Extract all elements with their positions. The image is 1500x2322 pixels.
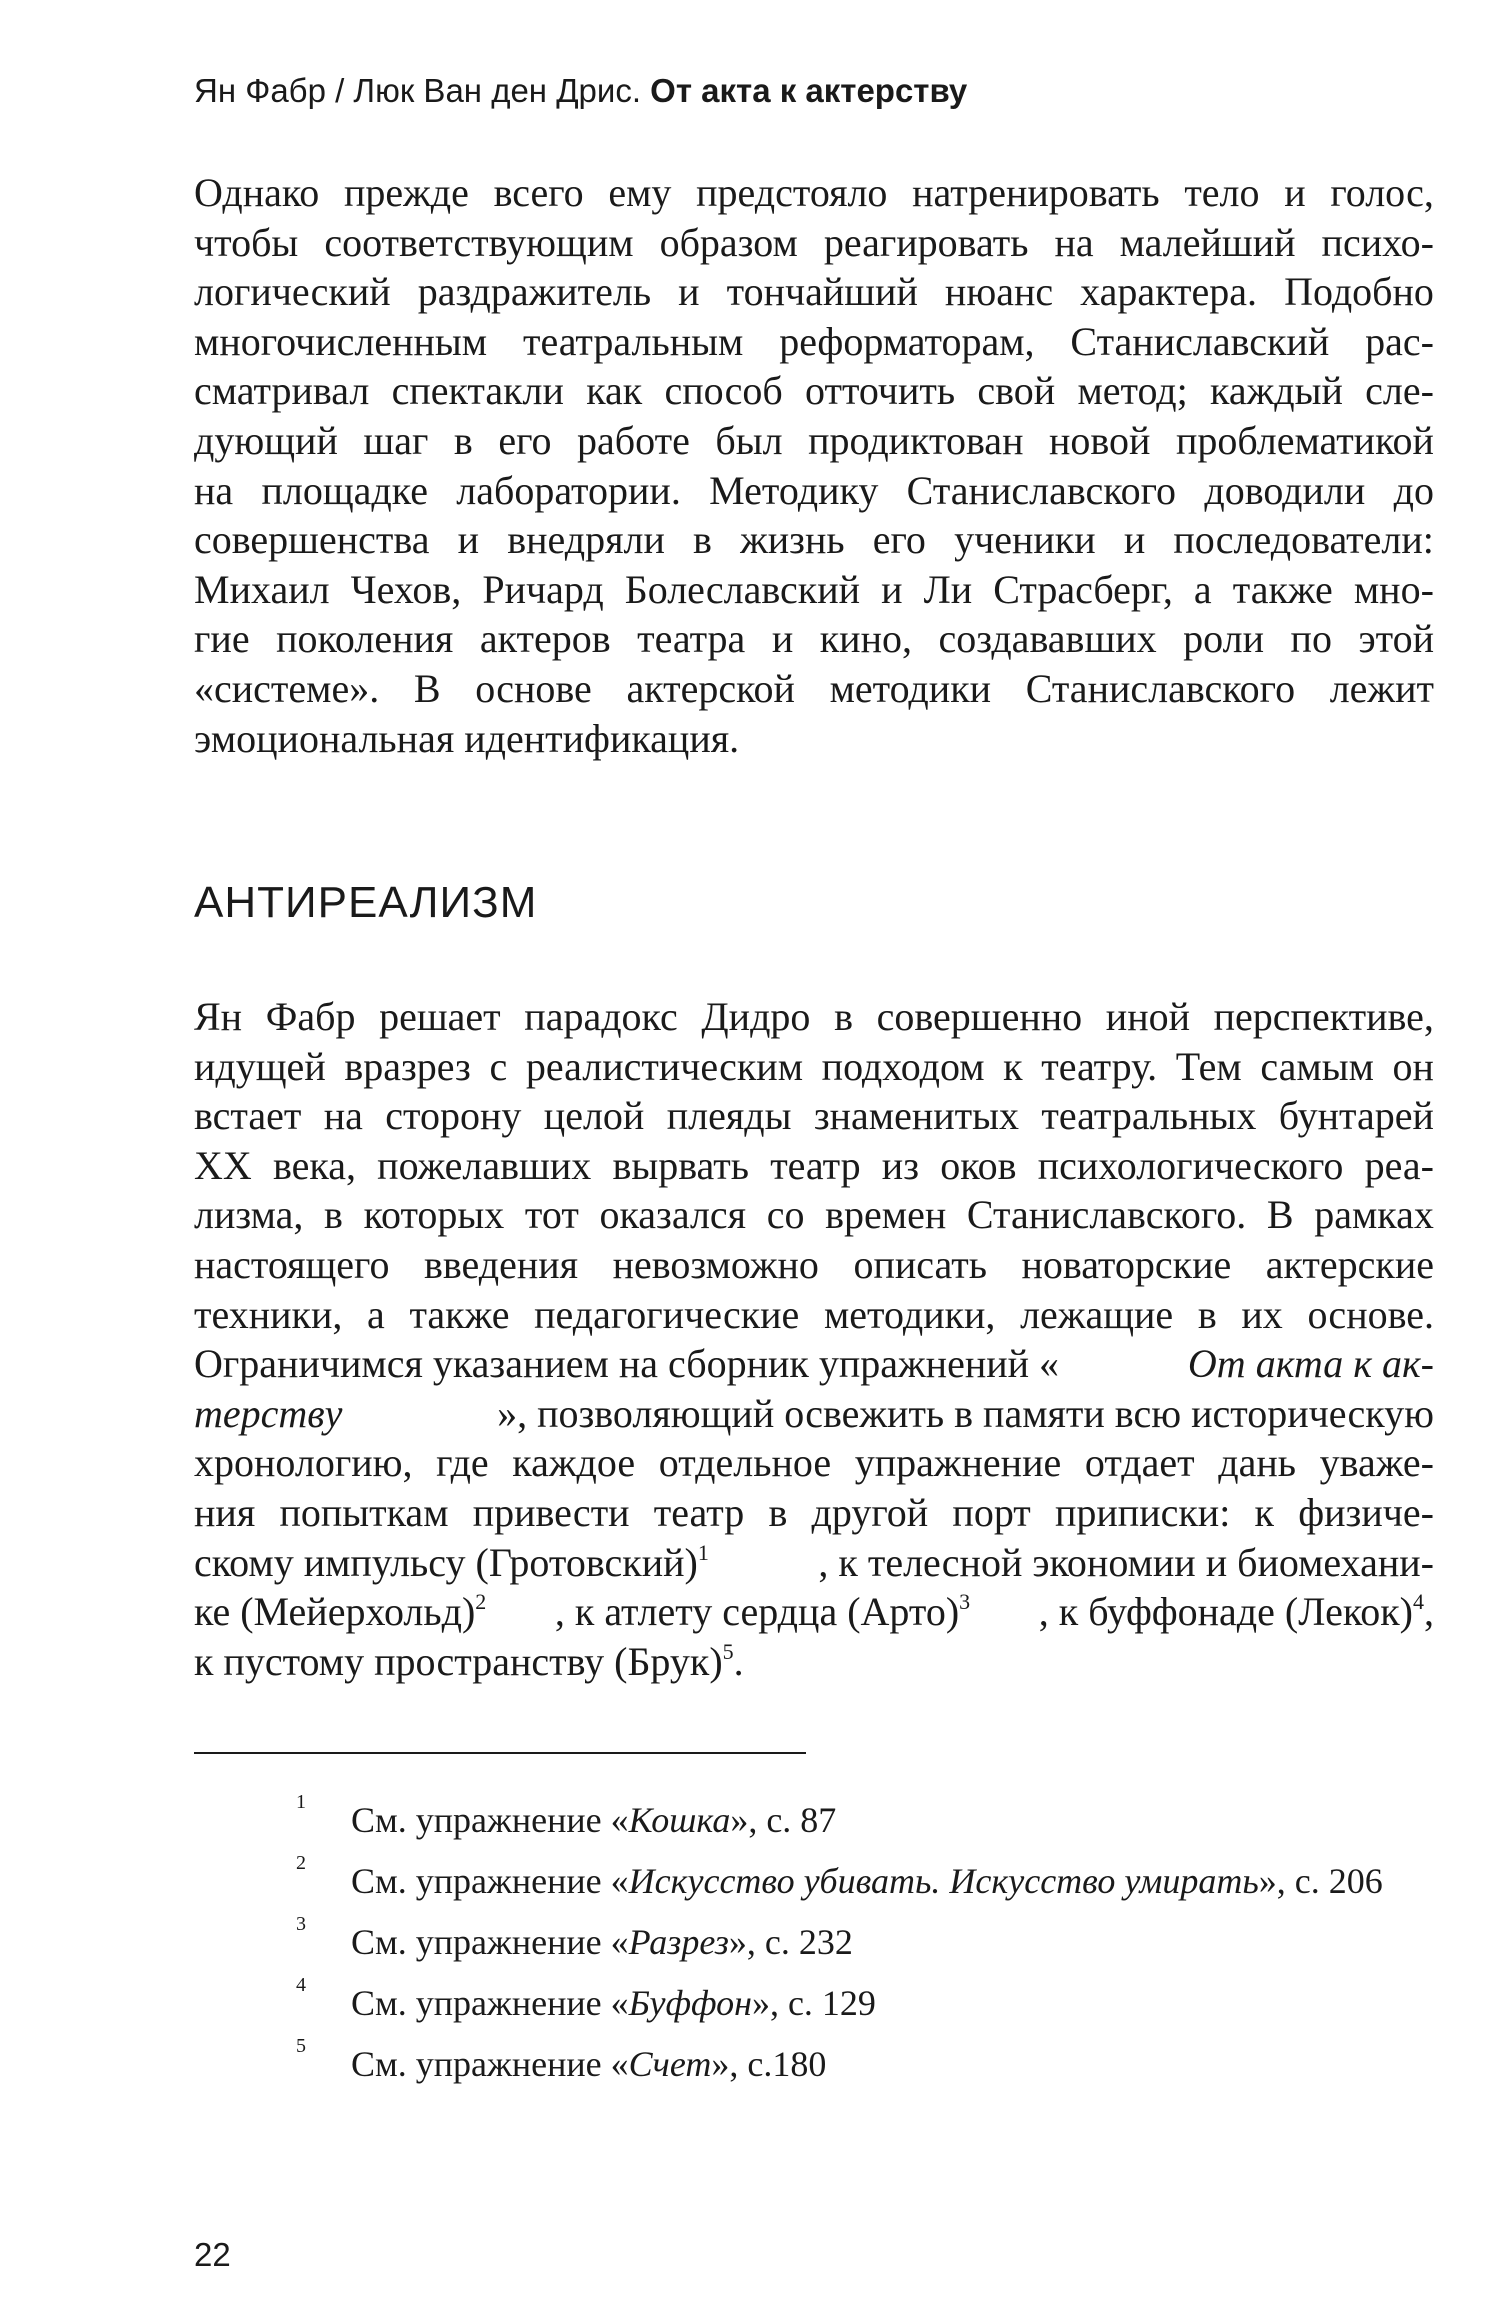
word: дань bbox=[1218, 1440, 1296, 1486]
word: нюанс bbox=[944, 269, 1054, 315]
text-line bbox=[194, 416, 1434, 466]
word: Станиславского bbox=[906, 467, 1177, 513]
word: техники, bbox=[194, 1291, 343, 1337]
word: плеяды bbox=[666, 1093, 792, 1139]
word: а bbox=[367, 1291, 385, 1337]
word: театр bbox=[653, 1489, 745, 1535]
footnote-number: 4 bbox=[296, 1974, 306, 1996]
text-line bbox=[194, 466, 1434, 516]
word: из bbox=[881, 1142, 920, 1188]
text-line bbox=[194, 366, 1434, 416]
word: педагогические bbox=[534, 1291, 800, 1337]
footnote-prefix: См. упражнение « bbox=[351, 1861, 629, 1901]
word: метод; bbox=[1077, 368, 1188, 414]
footnote-suffix: », с. 206 bbox=[1258, 1861, 1383, 1901]
paragraph-1 bbox=[194, 168, 1434, 763]
footnote-suffix: », с. 87 bbox=[730, 1800, 837, 1840]
word: рас- bbox=[1365, 318, 1434, 364]
word: встает bbox=[194, 1093, 302, 1139]
word: актерской bbox=[626, 665, 795, 711]
word: В bbox=[413, 665, 441, 711]
running-head bbox=[194, 72, 967, 110]
word: каждый bbox=[1210, 368, 1343, 414]
word: отточить bbox=[805, 368, 956, 414]
word: рамках bbox=[1314, 1192, 1434, 1238]
footnote-number: 5 bbox=[296, 2035, 306, 2057]
word: Фабр bbox=[265, 994, 356, 1039]
word: бунтарей bbox=[1278, 1093, 1434, 1139]
text-line bbox=[194, 1141, 1434, 1191]
text-segment: скому импульсу (Гротовский) bbox=[194, 1539, 698, 1585]
word: отдельное bbox=[658, 1440, 832, 1486]
word: на bbox=[323, 1093, 363, 1139]
text-line bbox=[194, 664, 1434, 714]
text-line-last bbox=[194, 1637, 1434, 1687]
word: идущей bbox=[194, 1043, 326, 1089]
footnote-number: 2 bbox=[296, 1852, 306, 1874]
text-line-mixed bbox=[194, 1339, 1434, 1389]
text-segment: , к атлету сердца (Арто) bbox=[554, 1589, 960, 1635]
text-line bbox=[194, 1488, 1434, 1538]
word: которых bbox=[363, 1192, 505, 1238]
word: Чехов, bbox=[350, 566, 462, 612]
word: всего bbox=[493, 170, 584, 215]
word: сматривал bbox=[194, 368, 370, 414]
word: Страсберг, bbox=[993, 566, 1173, 612]
word: предстояло bbox=[696, 170, 888, 215]
footnote-title: Буффон bbox=[628, 1983, 752, 2023]
word: реа- bbox=[1364, 1142, 1434, 1188]
word: отдает bbox=[1084, 1440, 1195, 1486]
word: соответствующим bbox=[324, 219, 634, 265]
word: Станиславского bbox=[1025, 665, 1296, 711]
word: порт bbox=[952, 1489, 1031, 1535]
word: в bbox=[1197, 1291, 1217, 1337]
word: лизма, bbox=[194, 1192, 304, 1238]
book-title-italic: терству bbox=[194, 1390, 343, 1436]
text-line bbox=[194, 168, 1434, 218]
word: подходом bbox=[821, 1043, 985, 1089]
footnote-ref[interactable]: 1 bbox=[697, 1539, 709, 1565]
word: новаторские bbox=[1021, 1241, 1232, 1287]
text-line bbox=[194, 565, 1434, 615]
text-line bbox=[194, 1240, 1434, 1290]
word: образом bbox=[659, 219, 798, 265]
word: Болеславский bbox=[624, 566, 861, 612]
word: Михаил bbox=[194, 566, 330, 612]
word: XX bbox=[194, 1142, 252, 1188]
word: его bbox=[498, 417, 552, 463]
word: реформаторам, bbox=[779, 318, 1035, 364]
word: натренировать bbox=[912, 170, 1160, 215]
word: он bbox=[1392, 1043, 1434, 1089]
word: Ли bbox=[923, 566, 973, 612]
word: доводили bbox=[1204, 467, 1366, 513]
text-line bbox=[194, 1438, 1434, 1488]
word: знаменитых bbox=[813, 1093, 1020, 1139]
word: новой bbox=[1049, 417, 1151, 463]
word: упражнение bbox=[854, 1440, 1062, 1486]
word: иной bbox=[1105, 994, 1190, 1039]
word: каждое bbox=[512, 1440, 636, 1486]
word: театральных bbox=[1041, 1093, 1257, 1139]
word: дующий bbox=[194, 417, 338, 463]
word: невозможно bbox=[612, 1241, 819, 1287]
word: оказался bbox=[599, 1192, 747, 1238]
word: этой bbox=[1358, 616, 1434, 662]
word: с bbox=[489, 1043, 508, 1089]
text-segment bbox=[194, 1587, 486, 1637]
footnote-text bbox=[351, 1790, 836, 1851]
word: психологического bbox=[1037, 1142, 1344, 1188]
word: гие bbox=[194, 616, 250, 662]
text-line bbox=[194, 614, 1434, 664]
footnote-separator bbox=[194, 1752, 806, 1754]
footnote-title: Разрез bbox=[628, 1922, 729, 1962]
word: В bbox=[1266, 1192, 1294, 1238]
word: на bbox=[1054, 219, 1094, 265]
footnote-suffix: », с. 129 bbox=[751, 1983, 876, 2023]
word: как bbox=[586, 368, 643, 414]
word: привести bbox=[472, 1489, 630, 1535]
word: Станиславского. bbox=[966, 1192, 1247, 1238]
word: в bbox=[324, 1192, 343, 1238]
word: сторону bbox=[385, 1093, 522, 1139]
word: поколения bbox=[276, 616, 454, 662]
section-heading: АНТИРЕАЛИЗМ bbox=[194, 878, 538, 927]
text-line bbox=[194, 515, 1434, 565]
text-segment: Ограничимся указанием на сборник упражнений « bbox=[194, 1341, 1060, 1387]
word: шаг bbox=[363, 417, 429, 463]
word: а bbox=[1193, 566, 1212, 612]
word: самым bbox=[1260, 1043, 1374, 1089]
word: реалистическим bbox=[525, 1043, 804, 1089]
word: по bbox=[1290, 616, 1332, 662]
word: прежде bbox=[343, 170, 469, 215]
footnote-title: Счет bbox=[628, 2044, 712, 2084]
text-line-mixed bbox=[194, 1389, 1434, 1439]
word: и bbox=[881, 566, 903, 612]
word: основе. bbox=[1307, 1291, 1434, 1337]
word: и bbox=[678, 269, 700, 315]
word: пожелавших bbox=[377, 1142, 592, 1188]
word: оков bbox=[940, 1142, 1017, 1188]
footnote-ref[interactable]: 5 bbox=[722, 1638, 734, 1664]
text-segment: ке (Мейерхольд) bbox=[194, 1589, 476, 1635]
word: Однако bbox=[194, 170, 320, 215]
footnote-text bbox=[351, 1851, 1383, 1912]
word: также bbox=[409, 1291, 510, 1337]
word: хронологию, bbox=[194, 1440, 413, 1486]
word: последователи: bbox=[1173, 517, 1434, 563]
word: и bbox=[457, 517, 480, 563]
word: Станиславский bbox=[1070, 318, 1330, 364]
word: времен bbox=[825, 1192, 947, 1238]
running-head-title: От акта к актерству bbox=[650, 72, 968, 109]
footnote-text bbox=[351, 1912, 853, 1973]
word: целой bbox=[543, 1093, 645, 1139]
word: вырвать bbox=[612, 1142, 749, 1188]
word: продиктован bbox=[808, 417, 1024, 463]
paragraph-2 bbox=[194, 992, 1434, 1686]
word: Тем bbox=[1175, 1043, 1242, 1089]
word: в bbox=[453, 417, 473, 463]
word: ученики bbox=[954, 517, 1096, 563]
word: площадке bbox=[261, 467, 428, 513]
footnote-number: 3 bbox=[296, 1913, 306, 1935]
word: описать bbox=[853, 1241, 987, 1287]
word: и bbox=[1123, 517, 1146, 563]
footnote-ref[interactable]: 4 bbox=[1412, 1589, 1424, 1615]
word: тот bbox=[524, 1192, 579, 1238]
text-line bbox=[194, 317, 1434, 367]
word: в bbox=[693, 517, 712, 563]
word: Ян bbox=[194, 994, 243, 1039]
word: их bbox=[1241, 1291, 1283, 1337]
running-head-authors: Ян Фабр / Люк Ван ден Дрис. bbox=[194, 72, 641, 109]
word: театра bbox=[637, 616, 746, 662]
footnote-text bbox=[351, 2034, 826, 2095]
footnote-prefix: См. упражнение « bbox=[351, 1922, 629, 1962]
footnote-ref[interactable]: 2 bbox=[475, 1589, 487, 1615]
text-line-last: эмоциональная идентификация. bbox=[194, 715, 740, 761]
word: где bbox=[436, 1440, 489, 1486]
word: кино, bbox=[819, 616, 912, 662]
word: был bbox=[715, 417, 783, 463]
word: голос, bbox=[1330, 170, 1434, 215]
footnote-prefix: См. упражнение « bbox=[351, 2044, 629, 2084]
word: настоящего bbox=[194, 1241, 390, 1287]
word: методики, bbox=[823, 1291, 996, 1337]
word: многочисленным bbox=[194, 318, 488, 364]
word: театральным bbox=[522, 318, 744, 364]
word: сле- bbox=[1365, 368, 1434, 414]
footnote-suffix: », с. 232 bbox=[728, 1922, 853, 1962]
word: к bbox=[1254, 1489, 1274, 1535]
word: свой bbox=[977, 368, 1056, 414]
text-line bbox=[194, 992, 1434, 1042]
book-title-italic: От акта к ак- bbox=[1187, 1341, 1434, 1387]
footnote-prefix: См. упражнение « bbox=[351, 1800, 629, 1840]
word: Ричард bbox=[482, 566, 604, 612]
text-segment: к пустому пространству (Брук) bbox=[194, 1638, 723, 1684]
page-number: 22 bbox=[194, 2236, 231, 2273]
word: проблематикой bbox=[1175, 417, 1434, 463]
word: попыткам bbox=[279, 1489, 449, 1535]
word: вразрез bbox=[344, 1043, 471, 1089]
word: парадокс bbox=[524, 994, 678, 1039]
text-line-mixed bbox=[194, 1538, 1434, 1588]
word: совершенно bbox=[876, 994, 1083, 1039]
text-line bbox=[194, 1290, 1434, 1340]
text-line-mixed bbox=[194, 1587, 1434, 1637]
word: ему bbox=[608, 170, 672, 215]
text-line bbox=[194, 267, 1434, 317]
word: и bbox=[1284, 170, 1306, 215]
word: Методику bbox=[709, 467, 879, 513]
word: введения bbox=[423, 1241, 579, 1287]
text-line bbox=[194, 1091, 1434, 1141]
word: характера. bbox=[1080, 269, 1258, 315]
word: чтобы bbox=[194, 219, 299, 265]
word: роли bbox=[1183, 616, 1265, 662]
word: актеров bbox=[479, 616, 611, 662]
footnote-title: Искусство убивать. Искусство умирать bbox=[628, 1861, 1259, 1901]
footnote-prefix: См. упражнение « bbox=[351, 1983, 629, 2023]
word: раздражитель bbox=[417, 269, 652, 315]
word: лаборатории. bbox=[456, 467, 681, 513]
word: лежащие bbox=[1020, 1291, 1174, 1337]
word: лежит bbox=[1329, 665, 1434, 711]
word: уваже- bbox=[1319, 1440, 1434, 1486]
word: совершенства bbox=[194, 517, 430, 563]
word: также bbox=[1232, 566, 1333, 612]
word: в bbox=[834, 994, 853, 1039]
word: мно- bbox=[1353, 566, 1434, 612]
word: приписки: bbox=[1054, 1489, 1231, 1535]
word: актерские bbox=[1265, 1241, 1434, 1287]
word: Подобно bbox=[1284, 269, 1434, 315]
word: способ bbox=[664, 368, 783, 414]
word: физиче- bbox=[1298, 1489, 1434, 1535]
text-line bbox=[194, 1190, 1434, 1240]
word: «системе». bbox=[194, 665, 380, 711]
text-line bbox=[194, 218, 1434, 268]
footnote-text bbox=[351, 1973, 876, 2034]
word: века, bbox=[272, 1142, 356, 1188]
word: решает bbox=[379, 994, 501, 1039]
word: логический bbox=[194, 269, 391, 315]
word: тело bbox=[1184, 170, 1260, 215]
text-segment bbox=[555, 1587, 970, 1637]
text-segment: , к телесной экономии и биомехани- bbox=[818, 1539, 1434, 1585]
word: ния bbox=[194, 1489, 256, 1535]
word: спектакли bbox=[391, 368, 564, 414]
word: тончайший bbox=[726, 269, 918, 315]
footnote-suffix: », с.180 bbox=[711, 2044, 827, 2084]
word: основе bbox=[475, 665, 592, 711]
word: со bbox=[766, 1192, 805, 1238]
word: в bbox=[768, 1489, 788, 1535]
word: жизнь bbox=[740, 517, 845, 563]
word: до bbox=[1393, 467, 1434, 513]
word: малейший bbox=[1119, 219, 1296, 265]
word: его bbox=[872, 517, 926, 563]
word: внедряли bbox=[507, 517, 665, 563]
text-segment: . bbox=[733, 1638, 744, 1684]
word: театр bbox=[770, 1142, 861, 1188]
text-line bbox=[194, 1042, 1434, 1092]
word: к bbox=[1003, 1043, 1023, 1089]
footnote-number: 1 bbox=[296, 1791, 306, 1813]
word: реагировать bbox=[823, 219, 1029, 265]
word: методики bbox=[829, 665, 992, 711]
text-segment: », позволяющий освежить в памяти всю историческую bbox=[497, 1390, 1434, 1436]
word: другой bbox=[811, 1489, 929, 1535]
text-segment: , к буффонаде (Лекок) bbox=[1038, 1589, 1413, 1635]
word: и bbox=[771, 616, 794, 662]
word: перспективе, bbox=[1213, 994, 1434, 1039]
text-segment: , к буффонаде (Лекок)$^4$, bbox=[1038, 1589, 1434, 1635]
footnote-ref[interactable]: 3 bbox=[959, 1589, 971, 1615]
footnote-title: Кошка bbox=[628, 1800, 731, 1840]
word: Дидро bbox=[701, 994, 811, 1039]
word: психо- bbox=[1321, 219, 1434, 265]
word: создававших bbox=[938, 616, 1157, 662]
word: театру. bbox=[1041, 1043, 1158, 1089]
text-segment bbox=[194, 1538, 709, 1588]
word: работе bbox=[577, 417, 690, 463]
word: на bbox=[194, 467, 234, 513]
